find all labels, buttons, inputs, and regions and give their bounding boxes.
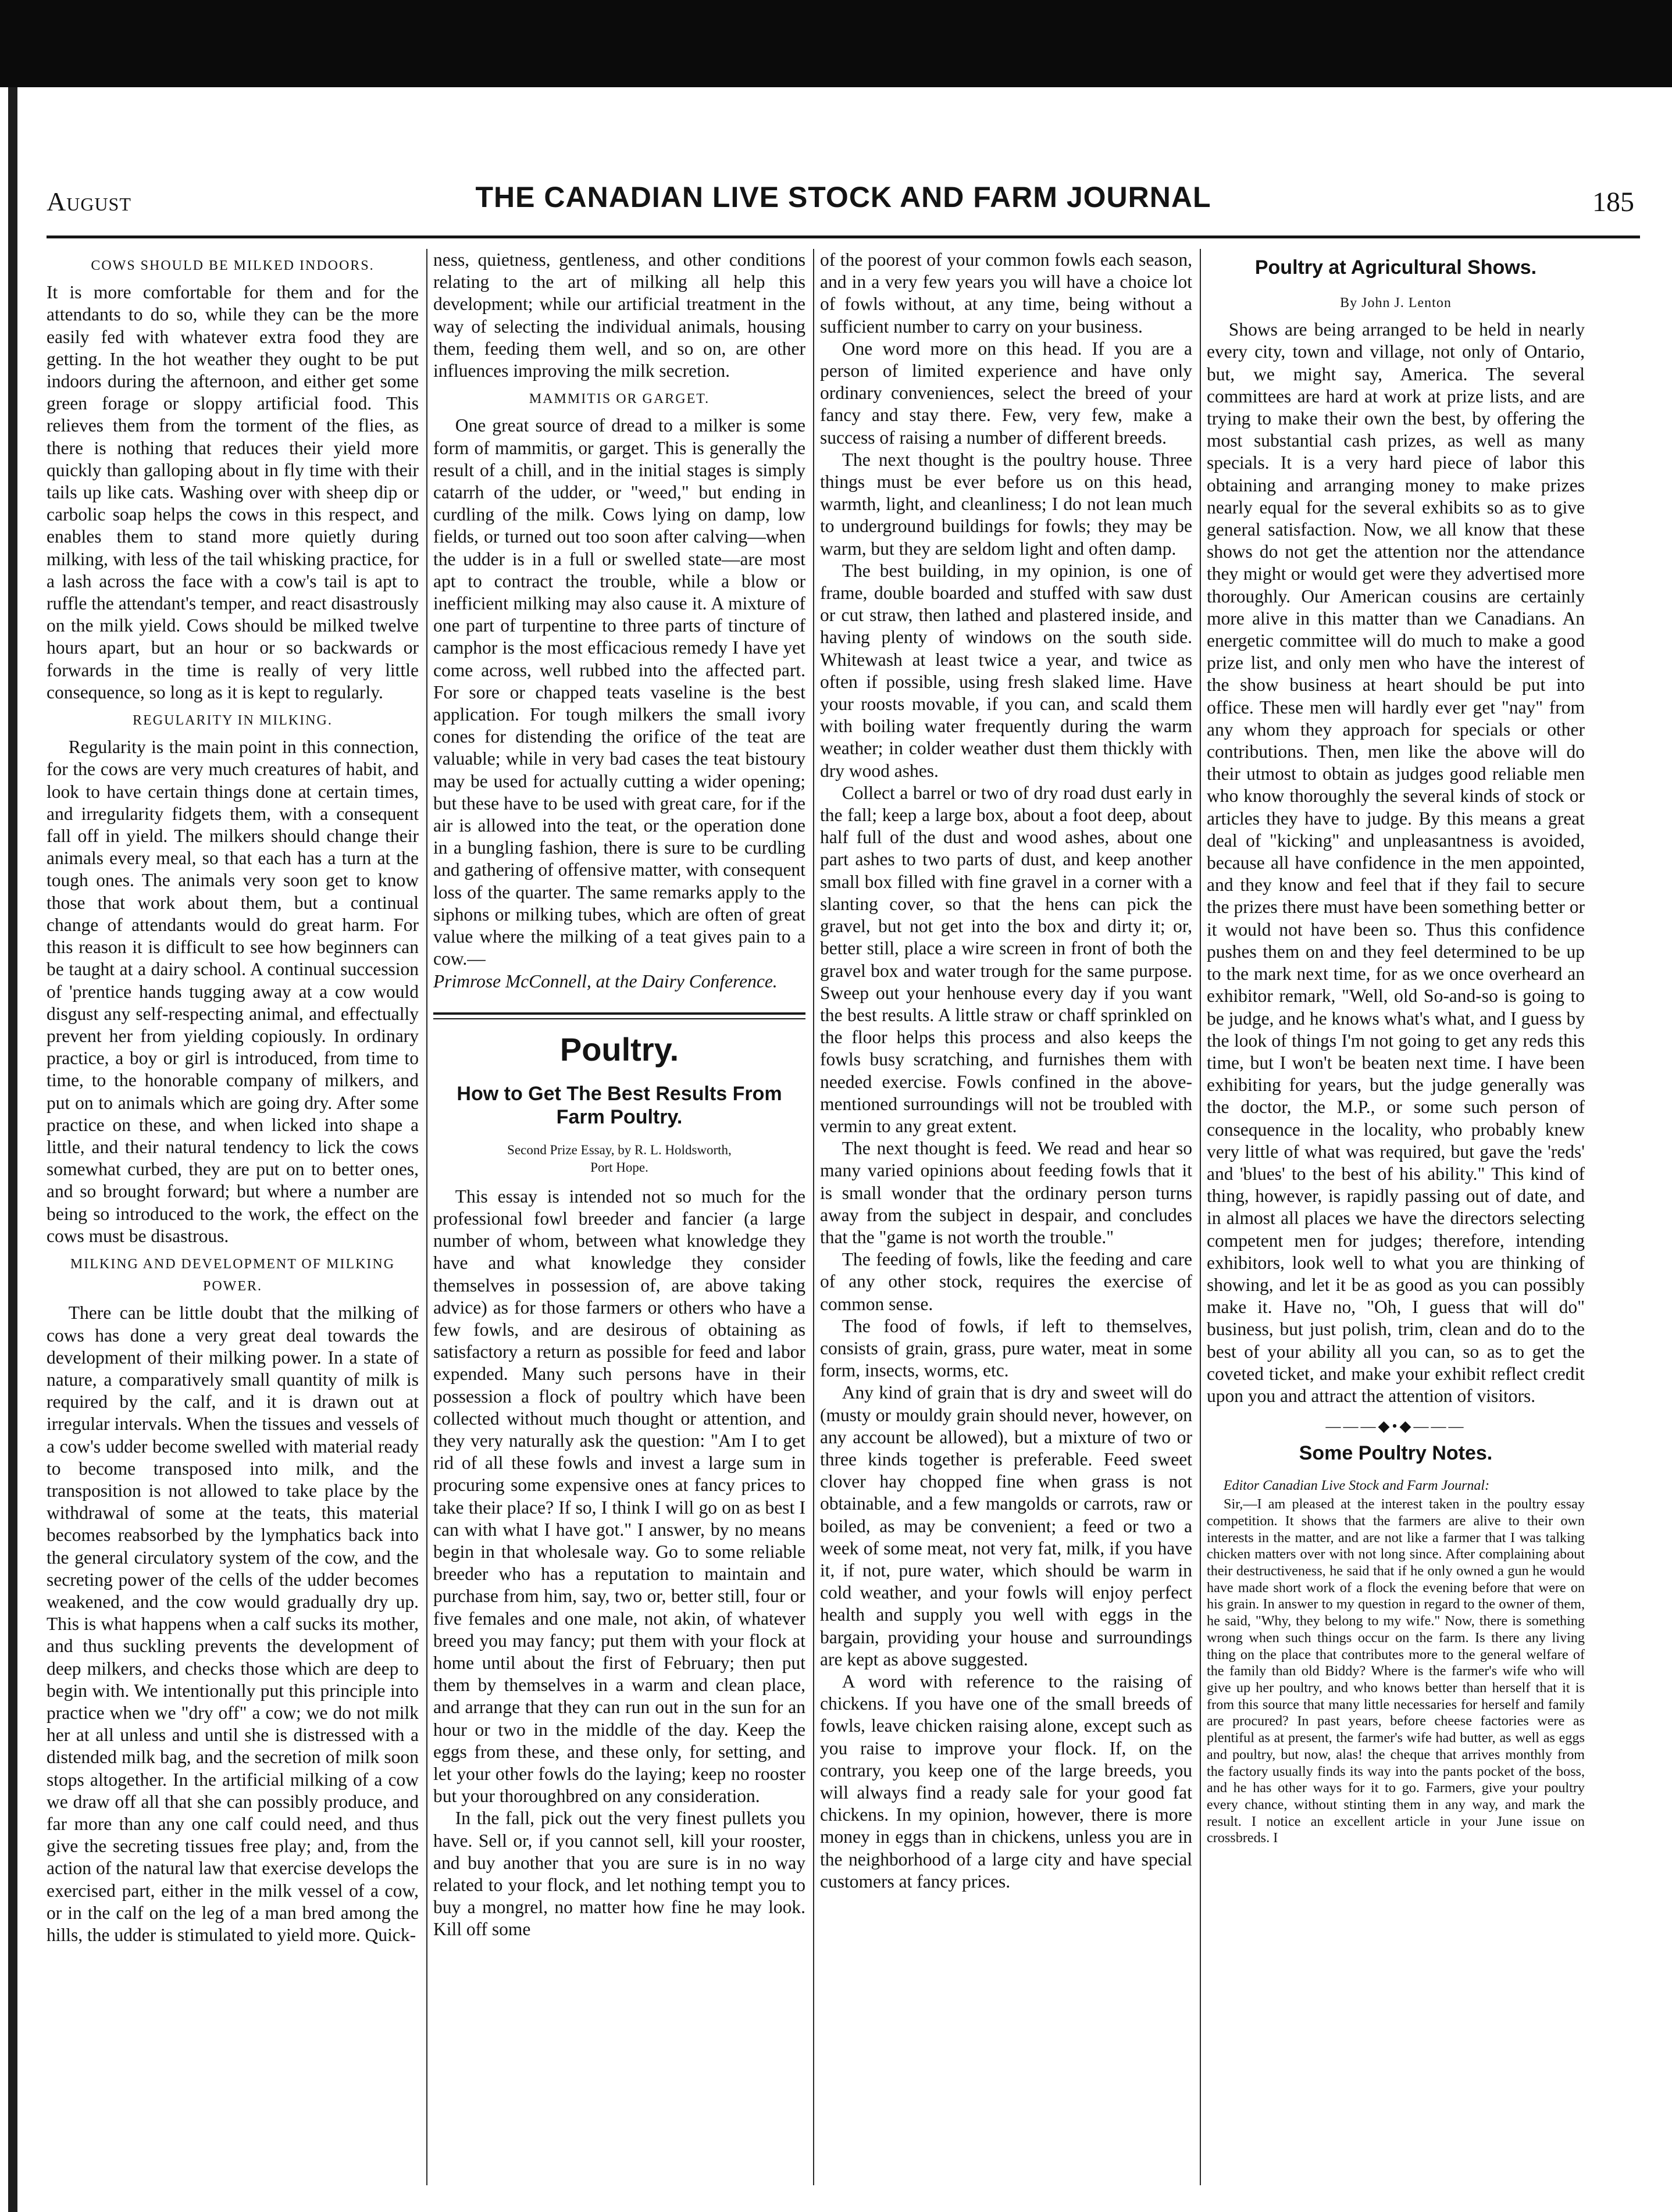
column-divider — [1200, 249, 1201, 2185]
paragraph: of the poorest of your common fowls each season, and in a very few years you will have a choice lot of fowls without, at any time, being without a sufficient number to carry on your business. — [820, 249, 1192, 337]
column-4 — [1207, 249, 1585, 2194]
paragraph: It is more comfortable for them and for the attendants to do so, while they can be the more easily fed with whatever extra food they are getting. In the hot weather they ought to be put indoors during the afternoon, and either get some green forage or sloppy artificial food. This relieves them from the torment of the flies, as there is nothing that reduces their yield more quickly than galloping about in fly time with their tails up like cats. Washing over with sheep dip or carbolic soap helps the cows in this respect, and enables them to stand more quietly during milking, with less of the tail whisking practice, for a lash across the face with a cow's tail is apt to ruffle the attendant's temper, and react disastrously on the milk yield. Cows should be milked twelve hours apart, but an hour or so backwards or forwards in the time is really of very little consequence, so long as it is kept to regularly. — [47, 282, 419, 702]
paragraph: A word with reference to the raising of chickens. If you have one of the small breeds of fowls, leave chicken raising alone, except such as you raise to improve your flock. If, on the contrary, you keep one of the large breeds, you will always find a ready sale for your good fat chickens. In my opinion, however, there is more money in eggs than in chickens, unless you are in the neighborhood of a large city and have special customers at fancy prices. — [820, 1671, 1192, 1892]
paragraph: Shows are being arranged to be held in nearly every city, town and village, not only of Ontario, but, we might say, America. The several committees are hard at work at prize lists, and are trying to make their own the best, by offering the most substantial cash prizes, as well as many specials. It is a very hard piece of labor this obtaining and arranging money to make prizes nearly equal for the several exhibits so as to give general satisfaction. Now, we all know that these shows do not get the attention nor the attendance they might or would get were they advertised more thoroughly. Our American cousins are certainly more alive in this matter than we Canadians. An energetic committee will do much to make a good prize list, and only men who have the interest of the show business at heart should be put into office. These men will hardly ever get "nay" from any whom they approach for specials or other contributions. Then, men like the above will do their utmost to obtain as judges good reliable men who know thoroughly the several kinds of stock or articles they have to judge. By this means a great deal of "kicking" and unpleasantness is avoided, because all have confidence in the men appointed, and they know and feel that if they fail to secure the prizes there must have been something better or it would not have been so. Thus this confidence pushes them on and they feel determined to be up to the mark next time, for as we once overheard an exhibitor remark, "Well, old So-and-so is going to be judge, and he knows what's what, and I guess by the look of things I'm not going to get any reds this time, but I won't be beaten next time. I have been exhibiting for years, but the judge generally was the doctor, the M.P., or some such person of consequence in the locality, who probably knew very little of what was required, but gave the 'reds' and 'blues' to the best of his ability." This kind of thing, however, is rapidly passing out of date, and in almost all places we have the directors selecting competent men for judges; therefore, intending exhibitors, look well to what you are thinking of showing, and let it be as good as you can possibly make it. Have no, "Oh, I guess that will do" business, but just polish, trim, clean and do to the best of your ability all you can, so as to get the coveted ticket, and make your exhibit reflect credit upon you and attract the attention of visitors. — [1207, 319, 1585, 1406]
subheading-milked-indoors: COWS SHOULD BE MILKED INDOORS. — [91, 258, 375, 273]
paragraph: One word more on this head. If you are a person of limited experience and have only ordinary conveniences, select the breed of your fancy and stay there. Few, very few, make a success of raising a number of different breeds. — [820, 338, 1192, 448]
column-divider — [426, 249, 427, 2185]
paragraph: Regularity is the main point in this connection, for the cows are very much creatures of habit, and look to have certain things done at certain times, and irregularity fidgets them, with a consequent fall off in yield. The milkers should change their animals every meal, so that each has a turn at the tough ones. The animals very soon get to know those that work about them, but a continual change of attendants would do great harm. For this reason it is difficult to see how beginners can be taught at a dairy school. A continual succession of 'prentice hands tugging away at a cow would disgust any self-respecting animal, and effectually prevent her from yielding copiously. In ordinary practice, a boy or girl is introduced, from time to time, to the honorable company of milkers, and put on to animals which are going dry. After some practice on these, and when licked into shape a little, and their natural tendency to lick the cows somewhat curbed, they are put on to better ones, and so brought forward; but where a number are being so introduced to the work, the effect on the cows must be disastrous. — [47, 737, 419, 1246]
article-byline — [433, 1141, 805, 1176]
article-title: How to Get The Best Results From Farm Poultry. — [457, 1082, 782, 1128]
column-2 — [433, 249, 805, 2194]
scan-top-border — [0, 0, 1672, 87]
article-signature: Primrose McConnell, at the Dairy Conference. — [433, 971, 778, 991]
paragraph: The next thought is feed. We read and hear so many varied opinions about feeding fowls that it is small wonder that the ordinary person turns away from the subject in despair, and concludes that the "game is not worth the trouble." — [820, 1138, 1192, 1247]
issue-month: August — [47, 187, 131, 216]
scan-left-edge — [8, 87, 17, 2212]
ornament-divider: ———◆•◆——— — [1325, 1418, 1466, 1435]
subheading-mammitis: MAMMITIS OR GARGET. — [529, 391, 710, 407]
subheading-regularity: REGULARITY IN MILKING. — [133, 713, 333, 729]
column-divider — [813, 249, 814, 2185]
paragraph: Sir,—I am pleased at the interest taken in the poultry essay competition. It shows that the farmers are alive to their own interests in the matter, and are not like a farmer that I was talking chicken matters over with not long since. After complaining about their destructiveness, he said that if he only owned a gun he would have made short work of a flock the evening before that were on his grain. In answer to my question in regard to the owner of them, he said, "Why, they belong to my wife." Now, there is something wrong when such things occur on the farm. Is there any living thing on the place that contributes more to the general welfare of the family than old Biddy? Where is the farmer's wife who will give up her poultry, and who knows better than herself that it is from this source that many little necessaries for herself and family are procured? In past years, before cheese factories were as plentiful as at present, the farmer's wife had butter, as well as eggs and poultry, but now, alas! the cheque that arrives monthly from the factory usually finds its way into the pants pocket of the boss, and he has other ways for it to go. Farmers, give your poultry every chance, without stinting them in any way, and mark the result. I notice an excellent article in your June issue on crossbreds. I — [1207, 1496, 1585, 1846]
double-rule — [433, 1012, 805, 1019]
journal-title: THE CANADIAN LIVE STOCK AND FARM JOURNAL — [475, 181, 1211, 213]
paragraph: ness, quietness, gentleness, and other conditions relating to the art of milking all help this development; while our artificial treatment in the way of selecting the individual animals, housing them, feeding them well, and so on, are other influences improving the milk secretion. — [433, 249, 805, 381]
paragraph: There can be little doubt that the milking of cows has done a very great deal towards the development of their milking power. In a state of nature, a comparatively small quantity of milk is required by the calf, and it is drawn out at irregular intervals. When the tissues and vessels of a cow's udder become swelled with material ready to become transposed into milk, and the transposition is not allowed to take place by the withdrawal of some at the teats, this material becomes reabsorbed by the lymphatics back into the general circulatory system of the cow, and the secreting power of the cells of the udder becomes weakened, and the cow would gradually dry up. This is what happens when a calf sucks its mother, and thus suckling prevents the development of deep milkers, and checks those which are deep to begin with. We intentionally put this principle into practice when we "dry off" a cow; we do not milk her at all unless and until she is distressed with a distended milk bag, and the secretion of milk soon stops altogether. In the artificial milking of a cow we draw off all that she can possibly produce, and far more than any one calf could need, and thus give the secreting tissues free play; and, from the action of the natural law that exercise develops the exercised part, either in the milk vessel of a cow, or in the calf on the leg of a man bred among the hills, the udder is stimulated to yield more. Quick- — [47, 1303, 419, 1946]
paragraph: The food of fowls, if left to themselves, consists of grain, grass, pure water, meat in some form, insects, worms, etc. — [820, 1315, 1192, 1381]
paragraph: One great source of dread to a milker is some form of mammitis, or garget. This is generally the result of a chill, and in the initial stages is simply catarrh of the udder, or "weed," but ending in curdling of the milk. Cows lying on damp, low fields, or turned out too soon after calving—when the udder is in a full or swelled state—are most apt to contract the trouble, while a blow or inefficient milking may also cause it. A mixture of one part of turpentine to three parts of tincture of camphor is the most efficacious remedy I have yet come across, well rubbed into the affected part. For sore or chapped teats vaseline is the best application. For tough milkers the small ivory cones for distending the orifice of the teat are valuable; while in very bad cases the teat bistoury may be used for actually cutting a wider opening; but these have to be used with great care, for if the air is allowed into the teat, or the operation done in a bungling fashion, there is sure to be curdling and gathering of offensive matter, with consequent loss of the quarter. The same remarks apply to the siphons or milking tubes, which are often of great value where the milking of a teat gives pain to a cow.— — [433, 415, 805, 969]
page-header — [47, 169, 1640, 227]
byline-line: Port Hope. — [590, 1159, 648, 1175]
column-1 — [47, 249, 419, 2194]
section-title-poultry: Poultry. — [559, 1030, 679, 1068]
paragraph: The feeding of fowls, like the feeding and care of any other stock, requires the exercise of common sense. — [820, 1249, 1192, 1314]
article-title: Poultry at Agricultural Shows. — [1254, 256, 1537, 279]
paragraph: In the fall, pick out the very finest pullets you have. Sell or, if you cannot sell, kill your rooster, and buy another that you are sure is in no way related to your flock, and let nothing tempt you to buy a mongrel, no matter how fine he may look. Kill off some — [433, 1808, 805, 1940]
article-byline: By John J. Lenton — [1340, 295, 1452, 311]
column-3 — [820, 249, 1192, 2194]
paragraph: The best building, in my opinion, is one of frame, double boarded and stuffed with saw dust or cut straw, then lathed and plastered inside, and having plenty of windows on the south side. Whitewash at least twice a year, and twice as often if possible, using fresh slaked lime. Have your roosts movable, if you can, and scald them with boiling water frequently during the warm weather; in colder weather dust them thickly with dry wood ashes. — [820, 560, 1192, 781]
paragraph: Any kind of grain that is dry and sweet will do (musty or mouldy grain should never, however, on any account be allowed), but a mixture of two or three kinds together is preferable. Feed sweet clover hay chopped fine when grass is not obtainable, and a few mangolds or carrots, raw or boiled, as may be convenient; a feed or two a week of some meat, not very fat, milk, if you have it, if not, pure water, which should be warm in cold weather, and your fowls will enjoy perfect health and supply you well with eggs in the bargain, providing your house and surroundings are kept as above suggested. — [820, 1382, 1192, 1669]
subheading-milking-power: MILKING AND DEVELOPMENT OF MILKING POWER. — [70, 1256, 395, 1294]
page-number: 185 — [1592, 187, 1634, 217]
paragraph: Collect a barrel or two of dry road dust early in the fall; keep a large box, about a foot deep, about half full of the dust and wood ashes, about one part ashes to two parts of dust, and keep another small box filled with fine gravel in a corner with a slanting cover, so that the hens can pick the gravel, but not get into the box and dirty it; or, better still, place a wire screen in front of both the gravel box and water trough for the same purpose. Sweep out your henhouse every day if you want the best results. A little straw or chaff sprinkled on the floor helps this process and also keeps the fowls busy scratching, and furnishes them with needed exercise. Fowls confined in the above-mentioned surroundings will not be troubled with vermin to any great extent. — [820, 782, 1192, 1136]
byline-line: Second Prize Essay, by R. L. Holdsworth, — [507, 1142, 732, 1157]
article-title: Some Poultry Notes. — [1299, 1442, 1493, 1465]
letter-salutation: Editor Canadian Live Stock and Farm Journal: — [1223, 1478, 1490, 1493]
paragraph: This essay is intended not so much for the professional fowl breeder and fancier (a large number of whom, between what knowledge they have and what knowledge they consider themselves in possession of, are above taking advice) as for those farmers or others who have a few fowls, and are desirous of obtaining as satisfactory a return as possible for feed and labor expended. Many such persons have in their possession a flock of poultry which have been collected without much thought or attention, and they very naturally ask the question: "Am I to get rid of all these fowls and invest a large sum in procuring some expensive ones at fancy prices to take their place? If so, I think I will go on as best I can with what I have got." I answer, by no means begin in that wholesale way. Go to some reliable breeder who has a reputation to maintain and purchase from him, say, two or, better still, four or five females and one male, not akin, of whatever breed you may fancy; put them with your flock at home until about the first of February; then put them by themselves in a warm and clean place, and arrange that they can run out in the sun for an hour or two in the middle of the day. Keep the eggs from these, and these only, for setting, and let your other fowls do the laying; keep no rooster but your thoroughbred on any consideration. — [433, 1186, 805, 1807]
header-rule — [47, 236, 1640, 238]
paragraph: The next thought is the poultry house. Three things must be ever before us on this head, warmth, light, and cleanliness; I do not lean much to underground buildings for fowls; they may be warm, but they are seldom light and often damp. — [820, 449, 1192, 559]
